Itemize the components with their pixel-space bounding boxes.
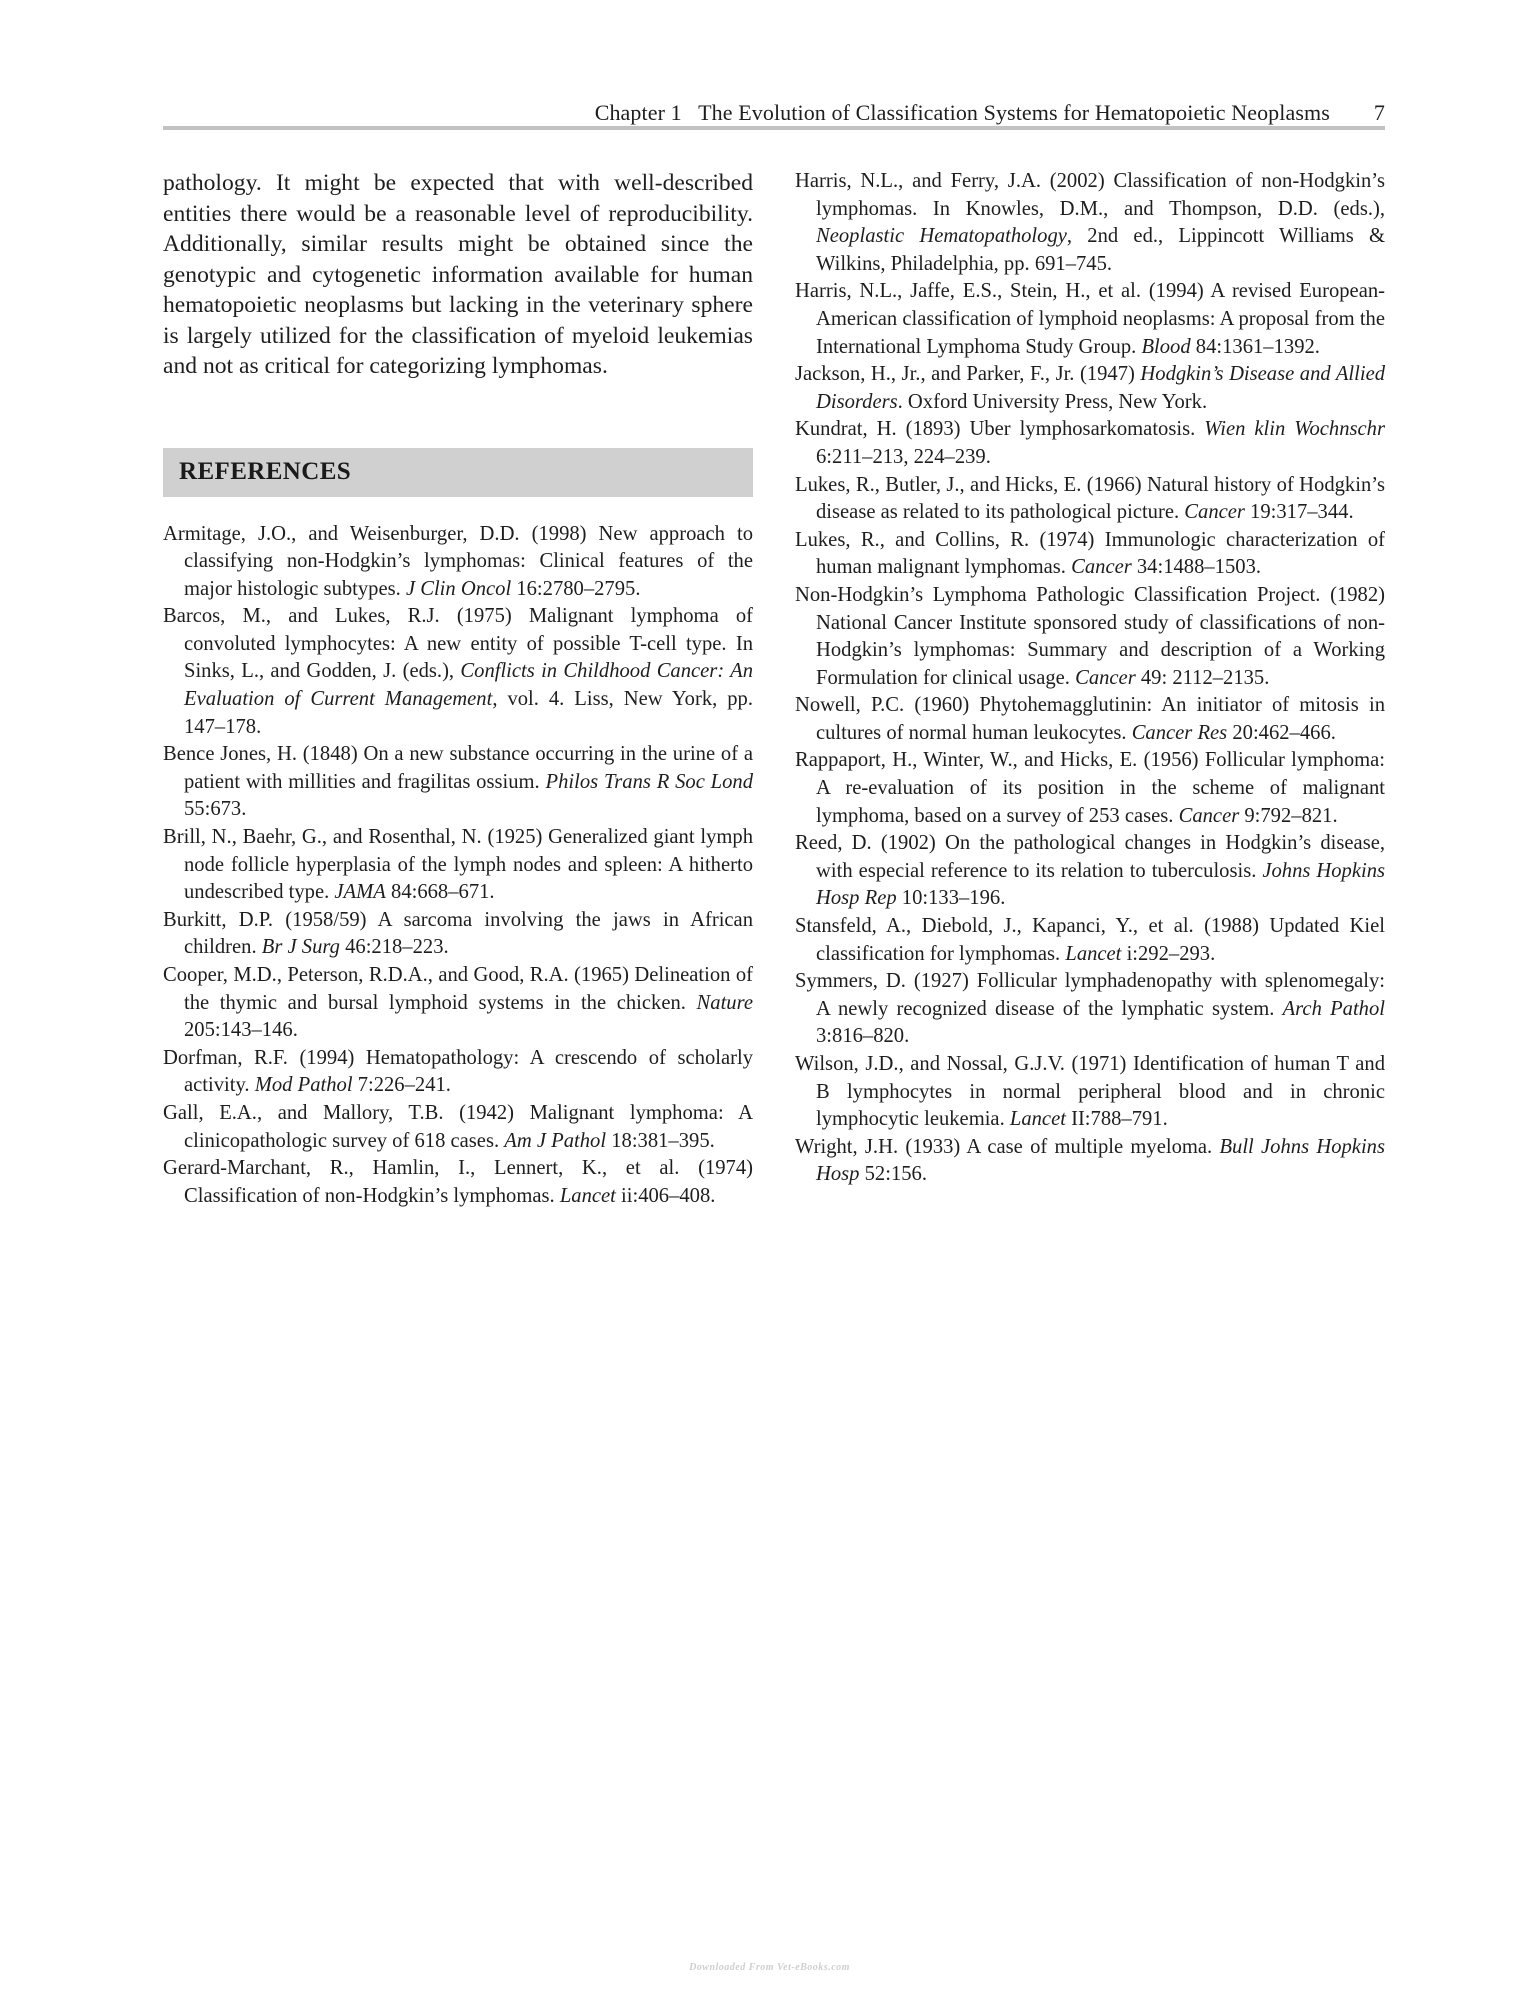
reference-entry — [163, 1155, 753, 1210]
reference-source-title: Cancer Res — [1131, 721, 1228, 744]
reference-entry — [795, 830, 1385, 913]
reference-citation: 6:211–213, 224–239. — [816, 445, 991, 468]
reference-entry — [163, 1100, 753, 1155]
reference-citation: 34:1488–1503. — [1131, 556, 1262, 579]
reference-citation: 49: 2112–2135. — [1135, 666, 1270, 689]
reference-text: Wilson, J.D., and Nossal, G.J.V. (1971) Identification of human T and B lymphocytes in normal peripheral blood and in chronic lymphocytic leukemia. — [795, 1053, 1385, 1131]
reference-entry — [795, 1134, 1385, 1189]
reference-source-title: Conflicts in Childhood Cancer: An Evaluation of Current Management — [184, 660, 753, 711]
reference-entry — [163, 603, 753, 741]
reference-entry — [163, 741, 753, 824]
reference-citation: , 2nd ed., Lippincott Williams & Wilkins, Philadelphia, pp. 691–745. — [816, 225, 1385, 275]
reference-text: Burkitt, D.P. (1958/59) A sarcoma involving the jaws in African children. — [163, 908, 753, 959]
reference-source-title: Wien klin Wochnschr — [1204, 418, 1385, 441]
reference-citation: 46:218–223. — [339, 936, 449, 959]
reference-citation: . Oxford University Press, New York. — [897, 390, 1208, 413]
reference-entry — [163, 824, 753, 907]
reference-source-title: Cancer — [1075, 666, 1136, 689]
reference-citation: 3:816–820. — [816, 1025, 910, 1048]
reference-citation: 52:156. — [859, 1163, 927, 1186]
reference-text: Brill, N., Baehr, G., and Rosenthal, N. (1925) Generalized giant lymph node follicle hyperplasia of the lymph nodes and spleen: A hitherto undescribed type. — [163, 826, 753, 904]
page-number: 7 — [1373, 100, 1385, 125]
header-rule — [163, 126, 1385, 130]
reference-citation: 9:792–821. — [1239, 804, 1338, 827]
reference-text: Wright, J.H. (1933) A case of multiple myeloma. — [795, 1135, 1220, 1158]
reference-citation: 18:381–395. — [606, 1129, 715, 1152]
reference-text: Armitage, J.O., and Weisenburger, D.D. (1998) New approach to classifying non-Hodgkin’s lymphomas: Clinical features of the major histologic subtypes. — [163, 522, 753, 600]
reference-entry — [163, 962, 753, 1045]
references-heading: REFERENCES — [179, 458, 352, 485]
reference-citation: , vol. 4. Liss, New York, pp. 147–178. — [184, 688, 754, 738]
reference-citation: ii:406–408. — [615, 1184, 716, 1207]
reference-text: Dorfman, R.F. (1994) Hematopathology: A crescendo of scholarly activity. — [163, 1046, 753, 1097]
reference-text: Lukes, R., and Collins, R. (1974) Immunologic characterization of human malignant lymphomas. — [795, 528, 1385, 579]
reference-source-title: Lancet — [559, 1184, 616, 1207]
reference-source-title: J Clin Oncol — [405, 577, 512, 600]
references-heading-bar — [163, 448, 753, 497]
reference-source-title: Hodgkin’s Disease and Allied Disorders — [816, 363, 1386, 413]
reference-source-title: Cancer — [1071, 556, 1132, 579]
reference-citation: 84:668–671. — [385, 881, 495, 904]
reference-text: Cooper, M.D., Peterson, R.D.A., and Good, R.A. (1965) Delineation of the thymic and bursal lymphoid systems in the chicken. — [163, 964, 753, 1014]
footer-watermark: Downloaded From Vet-eBooks.com — [689, 1962, 850, 1973]
reference-text: Barcos, M., and Lukes, R.J. (1975) Malignant lymphoma of convoluted lymphocytes: A new entity of possible T-cell type. In Sinks, L., and Godden, J. (eds.), — [163, 605, 753, 683]
reference-entry — [163, 1045, 753, 1100]
right-column — [795, 168, 1385, 1189]
reference-list-right — [795, 168, 1385, 1189]
reference-text: Gall, E.A., and Mallory, T.B. (1942) Malignant lymphoma: A clinicopathologic survey of 618 cases. — [163, 1101, 753, 1152]
reference-source-title: Am J Pathol — [504, 1129, 607, 1152]
reference-text: Bence Jones, H. (1848) On a new substance occurring in the urine of a patient with millities and fragilitas ossium. — [163, 743, 753, 793]
reference-entry — [795, 361, 1385, 416]
reference-entry — [795, 1051, 1385, 1134]
reference-citation: 20:462–466. — [1227, 721, 1336, 744]
reference-citation: 55:673. — [184, 798, 247, 821]
reference-source-title: JAMA — [334, 881, 386, 904]
reference-entry — [795, 168, 1385, 278]
reference-source-title: Lancet — [1065, 942, 1122, 965]
reference-source-title: Blood — [1141, 335, 1191, 358]
reference-source-title: Arch Pathol — [1282, 997, 1385, 1020]
reference-text: Stansfeld, A., Diebold, J., Kapanci, Y., et al. (1988) Updated Kiel classification for lymphomas. — [795, 915, 1385, 965]
left-column — [163, 168, 753, 1210]
reference-source-title: Cancer — [1178, 804, 1240, 827]
reference-text: Rappaport, H., Winter, W., and Hicks, E. (1956) Follicular lymphoma: A re-evaluation of its position in the scheme of malignant lymphoma, based on a survey of 253 cases. — [795, 749, 1385, 827]
reference-entry — [795, 747, 1385, 830]
reference-source-title: Bull Johns Hopkins Hosp — [816, 1135, 1385, 1186]
reference-text: Jackson, H., Jr., and Parker, F., Jr. (1947) — [795, 363, 1141, 386]
reference-source-title: Philos Trans R Soc Lond — [545, 770, 753, 793]
reference-citation: 205:143–146. — [184, 1019, 298, 1042]
reference-text: Harris, N.L., and Ferry, J.A. (2002) Classification of non-Hodgkin’s lymphomas. In Knowles, D.M., and Thompson, D.D. (eds.), — [795, 170, 1385, 220]
reference-source-title: Lancet — [1009, 1108, 1066, 1131]
reference-citation: 10:133–196. — [896, 887, 1006, 910]
reference-source-title: Mod Pathol — [254, 1074, 353, 1097]
reference-entry — [795, 527, 1385, 582]
reference-source-title: Nature — [696, 991, 753, 1014]
reference-citation: i:292–293. — [1121, 942, 1216, 965]
reference-text: Nowell, P.C. (1960) Phytohemagglutinin: An initiator of mitosis in cultures of normal human leukocytes. — [795, 694, 1385, 744]
reference-entry — [795, 692, 1385, 747]
reference-citation: 84:1361–1392. — [1190, 335, 1320, 358]
reference-entry — [163, 521, 753, 604]
body-paragraph: pathology. It might be expected that with well-described entities there would be a reasonable level of reproducibility. Additionally, similar results might be obtained since the genotypic and cytogenetic information available for human hematopoietic neoplasms but lacking in the veterinary sphere is largely utilized for the classification of myeloid leukemias and not as critical for categorizing lymphomas. — [163, 170, 753, 379]
reference-text: Kundrat, H. (1893) Uber lymphosarkomatosis. — [795, 418, 1205, 441]
reference-entry — [795, 472, 1385, 527]
reference-list-left — [163, 521, 753, 1211]
reference-entry — [795, 582, 1385, 692]
reference-citation: II:788–791. — [1065, 1108, 1168, 1131]
reference-entry — [795, 416, 1385, 471]
reference-entry — [795, 913, 1385, 968]
reference-text: Non-Hodgkin’s Lymphoma Pathologic Classification Project. (1982) National Cancer Institute sponsored study of classifications of non-Hodgkin’s lymphomas: Summary and description of a Working Formulation for clinical usage. — [795, 583, 1385, 689]
reference-text: Symmers, D. (1927) Follicular lymphadenopathy with splenomegaly: A newly recognized disease of the lymphatic system. — [795, 970, 1385, 1020]
reference-source-title: Johns Hopkins Hosp Rep — [816, 859, 1385, 910]
running-title: Chapter 1 The Evolution of Classification Systems for Hematopoietic Neoplasms — [594, 100, 1330, 125]
reference-source-title: Neoplastic Hematopathology — [816, 225, 1067, 248]
reference-entry — [795, 968, 1385, 1051]
reference-text: Lukes, R., Butler, J., and Hicks, E. (1966) Natural history of Hodgkin’s disease as related to its pathological picture. — [795, 473, 1385, 524]
reference-text: Harris, N.L., Jaffe, E.S., Stein, H., et al. (1994) A revised European-American classification of lymphoid neoplasms: A proposal from the International Lymphoma Study Group. — [795, 280, 1385, 358]
reference-citation: 19:317–344. — [1244, 501, 1354, 524]
reference-source-title: Br J Surg — [261, 936, 340, 959]
reference-citation: 7:226–241. — [352, 1074, 451, 1097]
reference-citation: 16:2780–2795. — [511, 577, 641, 600]
reference-source-title: Cancer — [1184, 501, 1245, 524]
reference-text: Reed, D. (1902) On the pathological changes in Hodgkin’s disease, with especial reference to its relation to tuberculosis. — [795, 832, 1385, 882]
reference-text: Gerard-Marchant, R., Hamlin, I., Lennert, K., et al. (1974) Classification of non-Hodgkin’s lymphomas. — [163, 1157, 753, 1207]
reference-entry — [163, 907, 753, 962]
running-header — [163, 92, 1385, 126]
reference-entry — [795, 278, 1385, 361]
